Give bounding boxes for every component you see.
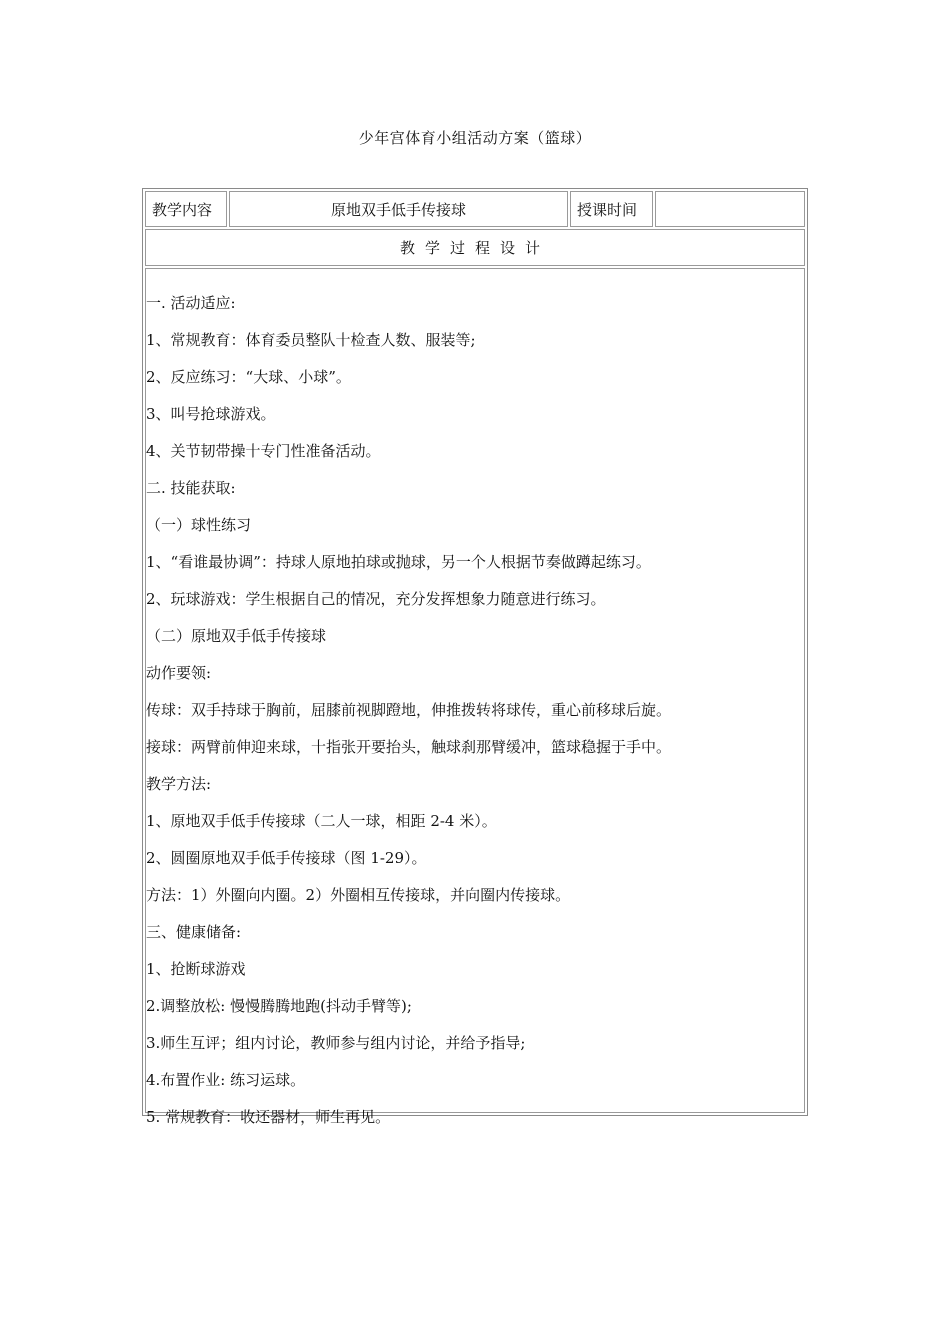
body-line: 教学方法: [146, 775, 212, 793]
teaching-content-label: 教学内容 [145, 191, 227, 227]
body-line: （二）原地双手低手传接球 [146, 627, 327, 645]
teaching-content-value: 原地双手低手传接球 [229, 191, 568, 227]
body-line: 2.调整放松: 慢慢腾腾地跑(抖动手臂等); [146, 997, 412, 1015]
body-line: 方法：1）外圈向内圈。2）外圈相互传接球，并向圈内传接球。 [146, 886, 571, 904]
body-line: 动作要领: [146, 664, 212, 682]
body-line: 二. 技能获取: [146, 479, 236, 497]
document-title: 少年宫体育小组活动方案（篮球） [358, 129, 592, 147]
body-line: 1、“看谁最协调”：持球人原地拍球或抛球，另一个人根据节奏做蹲起练习。 [146, 553, 651, 571]
body-line: 传球：双手持球于胸前，屈膝前视脚蹬地，伸推拨转将球传，重心前移球后旋。 [146, 701, 672, 719]
body-line: 2、圆圈原地双手低手传接球（图 1-29）。 [146, 849, 427, 867]
body-line: 1、原地双手低手传接球（二人一球，相距 2-4 米）。 [146, 812, 497, 830]
body-line: 5. 常规教育：收还器材，师生再见。 [146, 1108, 391, 1126]
body-line: 4.布置作业: 练习运球。 [146, 1071, 306, 1089]
body-line: 3.师生互评；组内讨论，教师参与组内讨论，并给予指导; [146, 1034, 526, 1052]
body-line: 1、常规教育：体育委员整队十检查人数、服装等; [146, 331, 476, 349]
body-line: 接球：两臂前伸迎来球，十指张开要抬头，触球刹那臂缓冲，篮球稳握于手中。 [146, 738, 672, 756]
body-line: 4、关节韧带操十专门性准备活动。 [146, 442, 381, 460]
body-line: 2、反应练习：“大球、小球”。 [146, 368, 351, 386]
body-line: 一. 活动适应: [146, 294, 236, 312]
body-line: 3、叫号抢球游戏。 [146, 405, 276, 423]
body-line: 三、健康储备: [146, 923, 242, 941]
body-line: （一）球性练习 [146, 516, 252, 534]
body-line: 2、玩球游戏：学生根据自己的情况，充分发挥想象力随意进行练习。 [146, 590, 606, 608]
process-design-heading: 教学过程设计 [145, 229, 805, 266]
class-time-label: 授课时间 [570, 191, 653, 227]
body-line: 1、抢断球游戏 [146, 960, 246, 978]
process-body [145, 268, 805, 1126]
class-time-value [655, 191, 805, 227]
